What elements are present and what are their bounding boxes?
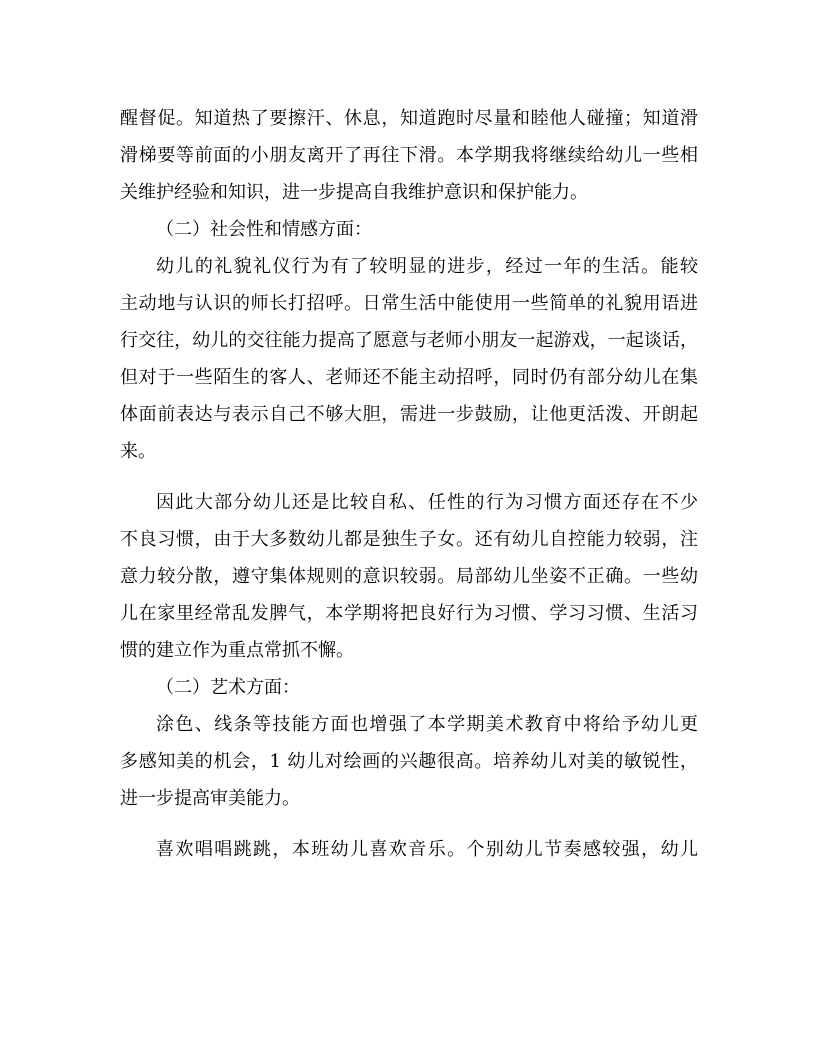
paragraph-habits [120,484,698,669]
text-line: 体面前表达与表示自己不够大胆，需进一步鼓励，让他更活泼、开朗起 [120,404,698,425]
text-line: 幼儿的礼貌礼仪行为有了较明显的进步，经过一年的生活。能较 [156,256,698,277]
text-line: 滑梯要等前面的小朋友离开了再往下滑。本学期我将继续给幼儿一些相 [120,145,698,166]
paragraph-etiquette [120,248,698,470]
text-line: 关维护经验和知识，进一步提高自我维护意识和保护能力。 [120,182,588,203]
text-line: 因此大部分幼儿还是比较自私、任性的行为习惯方面还存在不少 [156,492,698,513]
section-heading-social [120,211,698,248]
paragraph-art [120,706,698,817]
text-line: 来。 [120,441,156,462]
text-line: 多感知美的机会，1 幼儿对绘画的兴趣很高。培养幼儿对美的敏锐性， [120,751,698,772]
heading-text: （二）社会性和情感方面： [156,219,372,240]
text-line: 涂色、线条等技能方面也增强了本学期美术教育中将给予幼儿更 [156,714,698,735]
document-body [120,100,698,868]
text-line: 主动地与认识的师长打招呼。日常生活中能使用一些简单的礼貌用语进 [120,293,698,314]
text-line: 进一步提高审美能力。 [120,788,300,809]
section-heading-art [120,669,698,706]
heading-text: （二）艺术方面： [156,677,300,698]
text-line: 意力较分散，遵守集体规则的意识较弱。局部幼儿坐姿不正确。一些幼 [120,566,698,587]
paragraph-music [120,831,698,868]
paragraph-safety [120,100,698,211]
text-line: 喜欢唱唱跳跳，本班幼儿喜欢音乐。个别幼儿节奏感较强，幼儿 [156,839,698,860]
text-line: 儿在家里经常乱发脾气，本学期将把良好行为习惯、学习习惯、生活习 [120,603,698,624]
text-line: 但对于一些陌生的客人、老师还不能主动招呼，同时仍有部分幼儿在集 [120,367,698,388]
text-line: 不良习惯，由于大多数幼儿都是独生子女。还有幼儿自控能力较弱，注 [120,529,698,550]
text-line: 醒督促。知道热了要擦汗、休息，知道跑时尽量和睦他人碰撞；知道滑 [120,108,698,129]
text-line: 惯的建立作为重点常抓不懈。 [120,640,354,661]
text-line: 行交往，幼儿的交往能力提高了愿意与老师小朋友一起游戏，一起谈话， [120,330,698,351]
